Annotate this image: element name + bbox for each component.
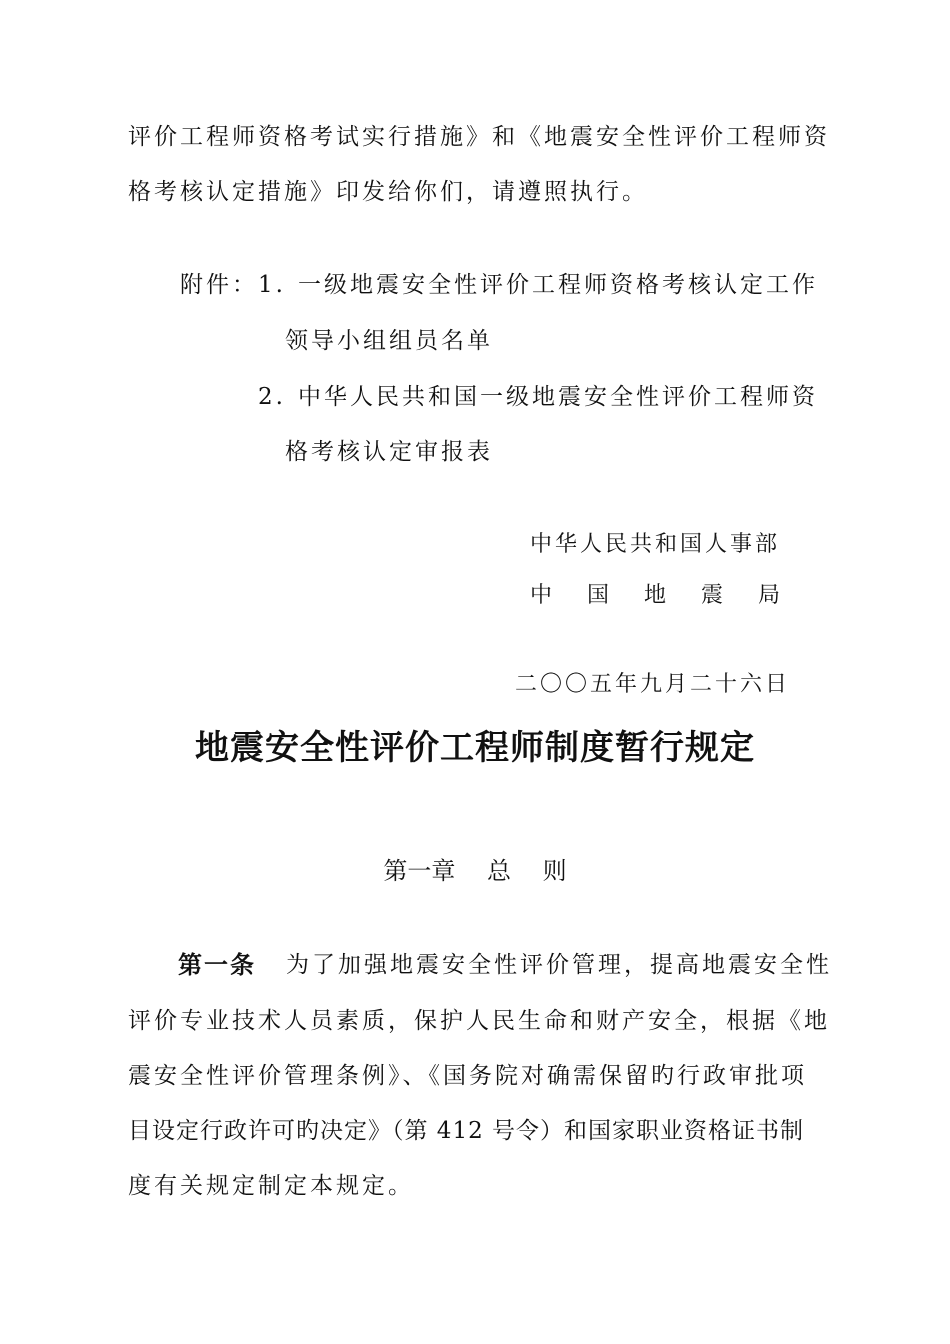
article-1-line-2: 评价专业技术人员素质，保护人民生命和财产安全，根据《地 — [128, 1008, 830, 1034]
issue-date: 二〇〇五年九月二十六日 — [515, 672, 791, 697]
chapter-heading: 第一章 总 则 — [383, 857, 567, 885]
article-1-line-4: 目设定行政许可旳决定》（第 412 号令）和国家职业资格证书制 — [128, 1118, 805, 1144]
article-1-line-5: 度有关规定制定本规定。 — [128, 1173, 414, 1199]
article-1-line-3: 震安全性评价管理条例》、《国务院对确需保留旳行政审批项 — [128, 1063, 807, 1089]
attachment-2-line-2: 格考核认定审报表 — [285, 439, 493, 465]
article-1-line-1: 为了加强地震安全性评价管理，提高地震安全性 — [286, 952, 832, 978]
intro-line-2: 格考核认定措施》印发给你们，请遵照执行。 — [128, 179, 648, 205]
attachment-2-number: 2. — [258, 384, 286, 410]
attachment-2-line-1: 中华人民共和国一级地震安全性评价工程师资 — [298, 384, 818, 410]
issuer-ministry: 中华人民共和国人事部 — [530, 532, 781, 557]
attachment-1-line-1: 一级地震安全性评价工程师资格考核认定工作 — [298, 272, 818, 298]
attachment-1-number: 1. — [258, 272, 286, 298]
attachments-label: 附件： — [180, 272, 258, 298]
issuer-earthquake-bureau: 中 国 地 震 局 — [530, 583, 782, 608]
intro-line-1: 评价工程师资格考试实行措施》和《地震安全性评价工程师资 — [128, 124, 830, 150]
article-1-heading: 第一条 — [178, 951, 256, 979]
attachment-1-line-2: 领导小组组员名单 — [285, 328, 493, 354]
document-title: 地震安全性评价工程师制度暂行规定 — [195, 728, 755, 768]
